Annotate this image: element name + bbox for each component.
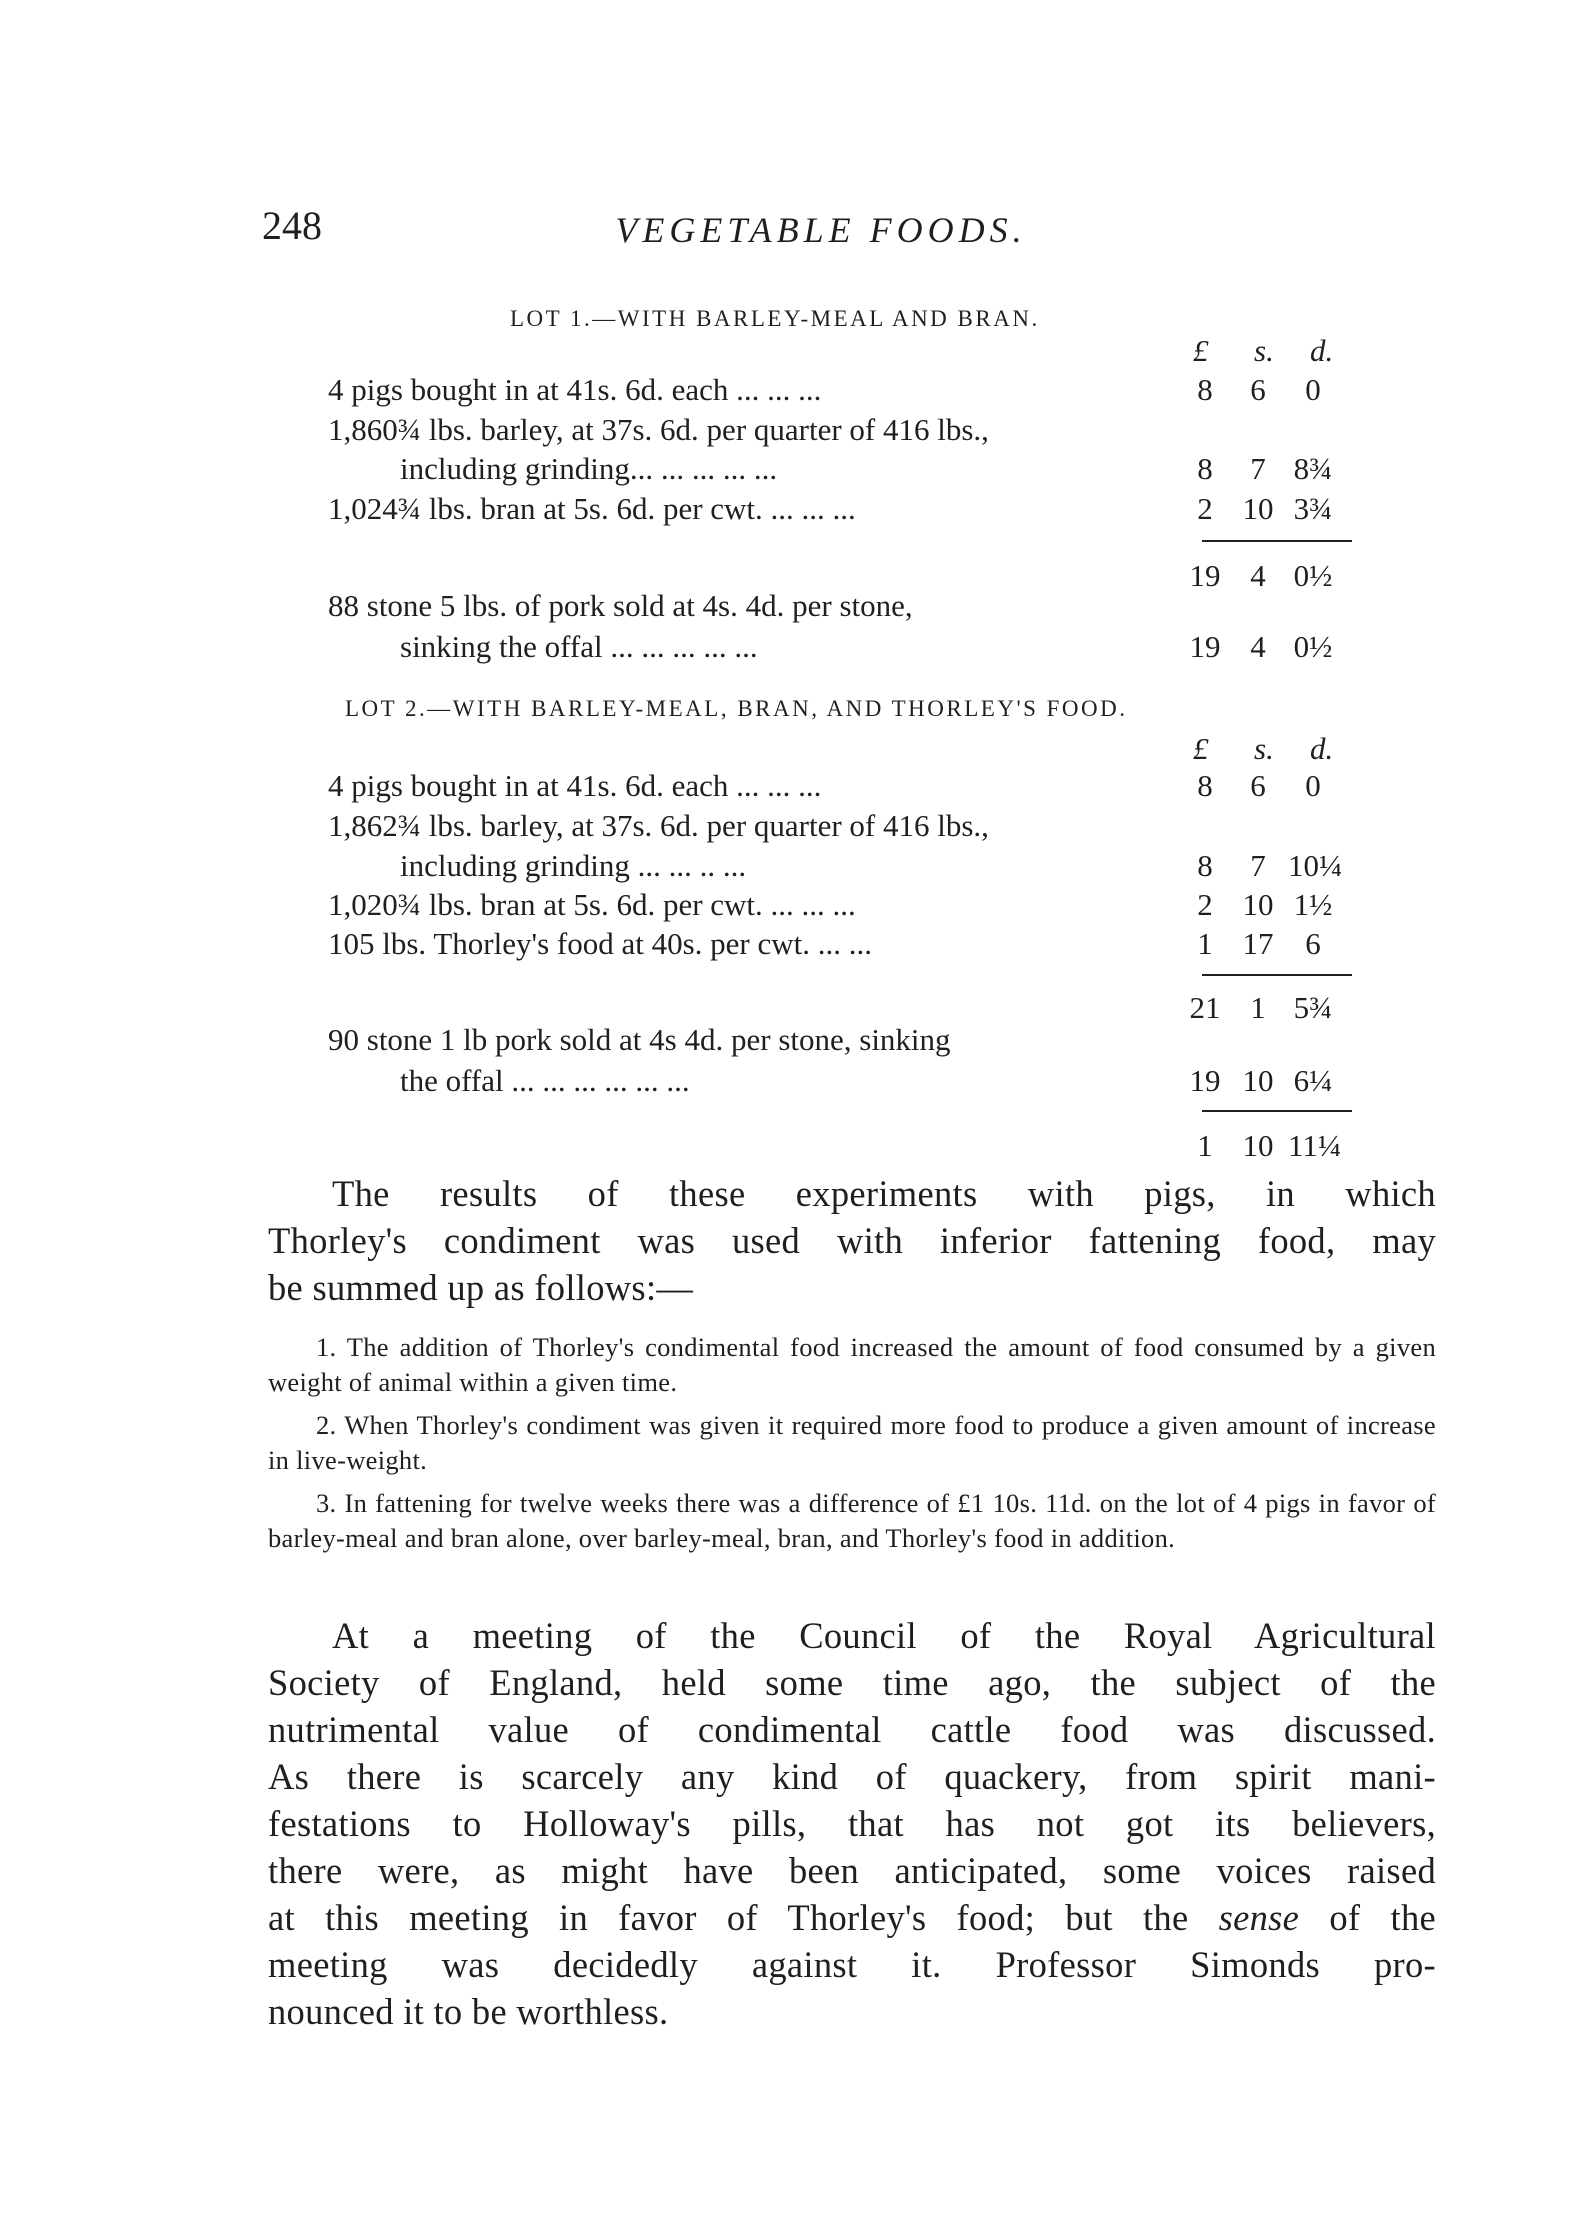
lot2-heading: LOT 2.—WITH BARLEY-MEAL, BRAN, AND THORLEY'S FOOD. [345,696,1128,721]
book-page: 248 VEGETABLE FOODS. LOT 1.—WITH BARLEY-MEAL AND BRAN. £ s. d. 4 pigs bought in at 41s. 6d. each ... ... ... 8 6 0 1,860¾ lbs. barley, at 37s. 6d. per quarter of 416 lbs., including grinding... ... ... ... ... 8 7 8¾ 1,024¾ lbs. bran at 5s. 6d. per cwt. ... ... ... 2 10 3¾ 19 4 0½ 88 stone 5 lbs. of pork sold at 4s. 4d. per stone, sinking the offal ... ... ... ... ... 19 4 0½ LOT 2.—WITH BARLEY-MEAL, BRAN, AND THORLEY'S FOOD. £ s. d. 4 pigs bought in at 41s. 6d. each ... ... ... 8 6 0 1,862¾ lbs. barley, at 37s. 6d. per quarter of 416 lbs., including grinding ... ... .. ... 8 7 10¼ 1,020¾ lbs. bran at 5s. 6d. per cwt. ... ... ... 2 10 1½ 105 lbs. Thorley's food at 40s. per cwt. ... ... 1 17 6 21 1 5¾ 90 stone 1 lb pork sold at 4s 4d. per stone, sinking the offal ... ... ... ... ... ... 19 10 6¼ 1 10 11¼ The results of these experiments with pigs, in which Thorley's condiment was used with inferior fattening food, may be summed up as follows:— 1. The addition of Thorley's condimental food increased the amount of food consumed by a given weight of animal within a given time. 2. When Thorley's condiment was given it required more food to produce a given amount of increase in live-weight. 3. In fattening for twelve weeks there was a difference of £1 10s. 11d. on the lot of 4 pigs in favor of barley-meal and bran alone, over barley-meal, bran, and Thorley's food in addition. At a meeting of the Council of the Royal Agricultural Society of England, held some time ago, the subject of the nutrimental value of condimental cattle food was discussed. As there is scarcely any kind of quackery, from spirit mani- festations to Holloway's pills, that has not got its believers, there were, as might have been anticipated, some voices raised at this meeting in favor of Thorley's food; but the sense of the meeting was decidedly against it. Professor Simonds pro- nounced it to be worthless. [0,0,1582,2225]
council-line-8: meeting was decidedly against it. Professor Simonds pro- [268,1944,1436,1985]
pounds-heading: £ [1193,333,1209,368]
council-line-7: at this meeting in favor of Thorley's food; but the sense of the [268,1897,1436,1938]
shillings-heading-2: s. [1254,731,1274,766]
pence-heading-2: d. [1310,731,1334,766]
council-line-6: there were, as might have been anticipated, some voices raised [268,1850,1436,1891]
lot2-row-pigs: 4 pigs bought in at 41s. 6d. each ... ... ... [328,768,822,803]
note-3: 3. In fattening for twelve weeks there was a difference of £1 10s. 11d. on the lot of 4 pigs in favor of barley-meal and bran alone, over barley-meal, bran, and Thorley's food in addition. [268,1488,1436,1553]
lot1-row-pigs: 4 pigs bought in at 41s. 6d. each ... ... ... [328,372,822,407]
summary-line-1: The results of these experiments with pigs, in which [332,1173,1436,1214]
lot2-subtotal-rule [1202,974,1352,976]
lot1-row-grinding: including grinding... ... ... ... ... [400,451,778,486]
lot2-difference-rule [1202,1110,1352,1112]
note-2: 2. When Thorley's condiment was given it required more food to produce a given amount of increase in live-weight. [268,1410,1436,1475]
lot2-sale-line2: the offal ... ... ... ... ... ... [400,1063,690,1098]
shillings-heading: s. [1254,333,1274,368]
lot1-row-barley: 1,860¾ lbs. barley, at 37s. 6d. per quarter of 416 lbs., [328,412,989,447]
lot2-row-grinding: including grinding ... ... .. ... [400,848,747,883]
lot2-row-bran: 1,020¾ lbs. bran at 5s. 6d. per cwt. ... ... ... [328,887,856,922]
council-line-4: As there is scarcely any kind of quackery, from spirit mani- [268,1756,1436,1797]
sense-italic: sense [1218,1897,1300,1938]
running-head: VEGETABLE FOODS. [615,210,1027,250]
summary-line-2: Thorley's condiment was used with inferior fattening food, may [268,1220,1436,1261]
note-1: 1. The addition of Thorley's condimental food increased the amount of food consumed by a given weight of animal within a given time. [268,1332,1436,1397]
lot1-row-bran: 1,024¾ lbs. bran at 5s. 6d. per cwt. ... ... ... [328,491,856,526]
lot1-subtotal-rule [1202,540,1352,542]
pounds-heading-2: £ [1193,731,1209,766]
council-line-9: nounced it to be worthless. [268,1991,669,2032]
lot1-heading: LOT 1.—WITH BARLEY-MEAL AND BRAN. [510,306,1040,331]
lot2-sale-line1: 90 stone 1 lb pork sold at 4s 4d. per stone, sinking [328,1022,951,1057]
lot2-row-barley: 1,862¾ lbs. barley, at 37s. 6d. per quarter of 416 lbs., [328,808,989,843]
council-line-1: At a meeting of the Council of the Royal Agricultural [332,1615,1436,1656]
summary-paragraph [268,1170,1436,1311]
council-line-2: Society of England, held some time ago, the subject of the [268,1662,1436,1703]
council-line-3: nutrimental value of condimental cattle food was discussed. [268,1709,1436,1750]
summary-line-3: be summed up as follows:— [268,1267,694,1308]
council-line-5: festations to Holloway's pills, that has not got its believers, [268,1803,1436,1844]
lot1-sale-line2: sinking the offal ... ... ... ... ... [400,629,758,664]
council-paragraph [268,1612,1436,2035]
lot1-sale-line1: 88 stone 5 lbs. of pork sold at 4s. 4d. per stone, [328,588,913,623]
lot2-row-thorley: 105 lbs. Thorley's food at 40s. per cwt. ... ... [328,926,872,961]
page-number: 248 [262,203,322,248]
pence-heading: d. [1310,333,1334,368]
